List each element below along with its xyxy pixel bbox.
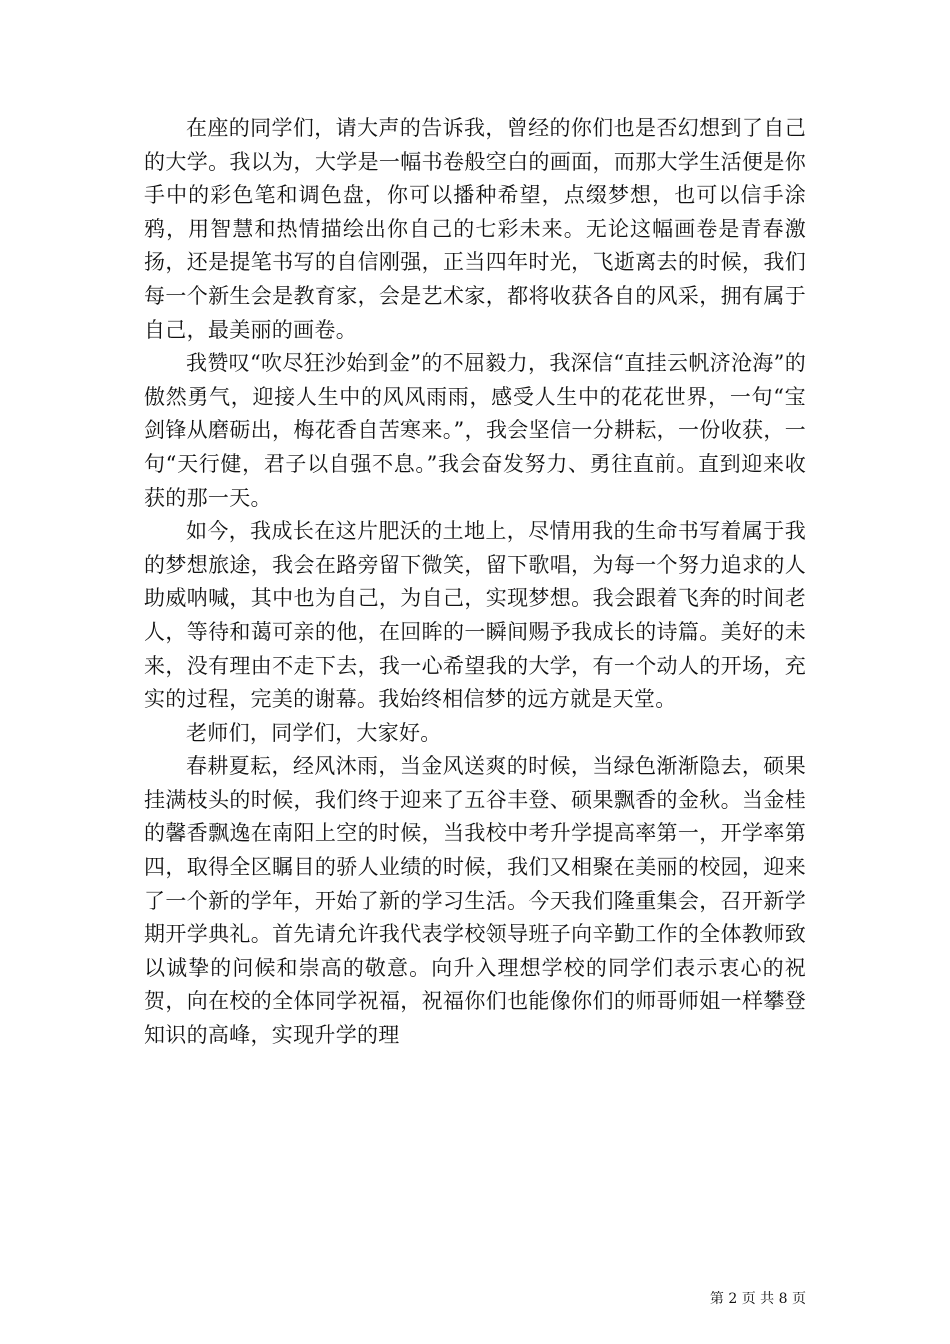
document-body — [144, 112, 806, 1053]
paragraph: 我赞叹“吹尽狂沙始到金”的不屈毅力，我深信“直挂云帆济沧海”的傲然勇气，迎接人生中的风风雨雨，感受人生中的花花世界，一句“宝剑锋从磨砺出，梅花香自苦寒来。”，我会坚信一分耕耘，一份收获，一句“天行健，君子以自强不息。”我会奋发努力、勇往直前。直到迎来收获的那一天。 — [144, 351, 806, 510]
paragraph: 如今，我成长在这片肥沃的土地上，尽情用我的生命书写着属于我的梦想旅途，我会在路旁留下微笑，留下歌唱，为每一个努力追求的人助威呐喊，其中也为自己，为自己，实现梦想。我会跟着飞奔的时间老人，等待和蔼可亲的他，在回眸的一瞬间赐予我成长的诗篇。美好的未来，没有理由不走下去，我一心希望我的大学，有一个动人的开场，充实的过程，完美的谢幕。我始终相信梦的远方就是天堂。 — [144, 519, 806, 712]
page-number-footer: 第 2 页 共 8 页 — [709, 1291, 806, 1307]
paragraph: 在座的同学们，请大声的告诉我，曾经的你们也是否幻想到了自己的大学。我以为，大学是一幅书卷般空白的画面，而那大学生活便是你手中的彩色笔和调色盘，你可以播种希望，点缀梦想，也可以信手涂鸦，用智慧和热情描绘出你自己的七彩未来。无论这幅画卷是青春激扬，还是提笔书写的自信刚强，正当四年时光，飞逝离去的时候，我们每一个新生会是教育家，会是艺术家，都将收获各自的风采，拥有属于自己，最美丽的画卷。 — [144, 116, 806, 342]
paragraph: 春耕夏耘，经风沐雨，当金风送爽的时候，当绿色渐渐隐去，硕果挂满枝头的时候，我们终于迎来了五谷丰登、硕果飘香的金秋。当金桂的馨香飘逸在南阳上空的时候，当我校中考升学提高率第一，开学率第四，取得全区瞩目的骄人业绩的时候，我们又相聚在美丽的校园，迎来了一个新的学年，开始了新的学习生活。今天我们隆重集会，召开新学期开学典礼。首先请允许我代表学校领导班子向辛勤工作的全体教师致以诚挚的问候和崇高的敬意。向升入理想学校的同学们表示衷心的祝贺，向在校的全体同学祝福，祝福你们也能像你们的师哥师姐一样攀登知识的高峰，实现升学的理 — [144, 754, 806, 1048]
paragraph: 老师们，同学们，大家好。 — [186, 720, 442, 745]
